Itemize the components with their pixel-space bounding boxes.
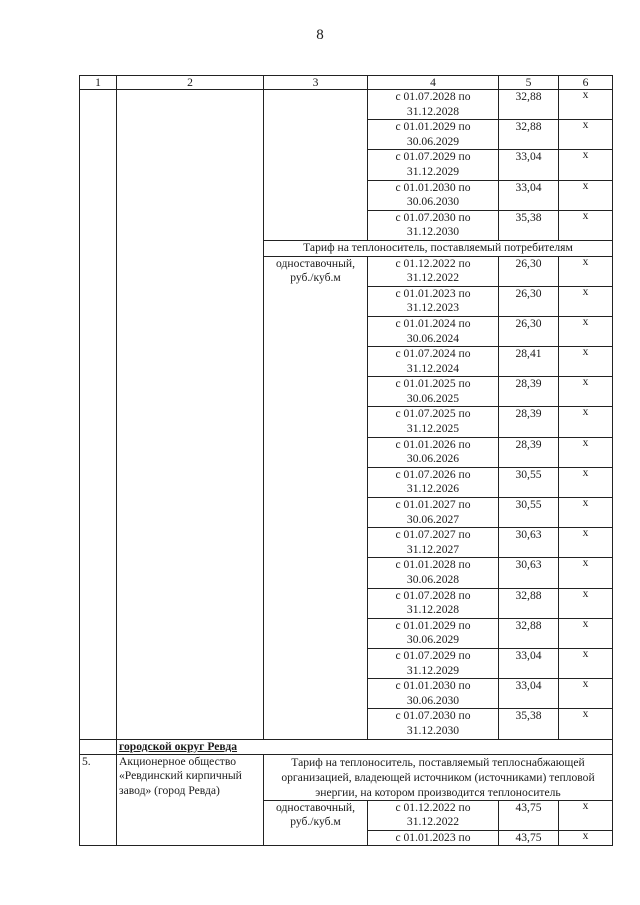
vat-mark: х: [582, 678, 589, 691]
tariff-value-cell: 30,63: [499, 528, 559, 558]
period-cell: с 01.01.2028 по 30.06.2028: [368, 558, 499, 588]
consumer-tariff-title: Тариф на теплоноситель, поставляемый потребителям: [264, 240, 613, 256]
period-cell: с 01.01.2025 по 30.06.2025: [368, 377, 499, 407]
period-cell: с 01.07.2030 по 31.12.2030: [368, 210, 499, 240]
entry-number: 5.: [80, 754, 117, 846]
column-number-cell: 2: [117, 76, 264, 90]
vat-mark-cell: [559, 679, 613, 709]
tariff-value-cell: 30,55: [499, 467, 559, 497]
vat-mark: х: [582, 89, 589, 101]
period-cell: с 01.07.2025 по 31.12.2025: [368, 407, 499, 437]
unit-cell-continued: [264, 90, 368, 241]
tariff-value-cell: 32,88: [499, 120, 559, 150]
period-cell: с 01.07.2030 по 31.12.2030: [368, 709, 499, 739]
vat-mark: х: [582, 119, 589, 132]
tariff-value-cell: 35,38: [499, 210, 559, 240]
period-cell: с 01.07.2027 по 31.12.2027: [368, 528, 499, 558]
period-cell: с 01.01.2029 по 30.06.2029: [368, 120, 499, 150]
period-cell: с 01.07.2028 по 31.12.2028: [368, 90, 499, 120]
vat-mark-cell: [559, 316, 613, 346]
vat-mark-cell: [559, 709, 613, 739]
vat-mark-cell: [559, 150, 613, 180]
column-number-cell: 5: [499, 76, 559, 90]
vat-mark-cell: [559, 210, 613, 240]
vat-mark: х: [582, 286, 589, 298]
tariff-value-cell: 43,75: [499, 800, 559, 830]
region-row: [80, 739, 613, 754]
tariff-value-cell: 26,30: [499, 256, 559, 286]
vat-mark-cell: [559, 347, 613, 377]
period-cell: с 01.07.2024 по 31.12.2024: [368, 347, 499, 377]
tariff-table: [79, 75, 613, 846]
vat-mark: х: [582, 256, 589, 268]
vat-mark: х: [582, 406, 589, 419]
column-number-cell: 4: [368, 76, 499, 90]
tariff-value-cell: 32,88: [499, 90, 559, 120]
period-cell: с 01.01.2024 по 30.06.2024: [368, 316, 499, 346]
column-number-cell: 6: [559, 76, 613, 90]
vat-mark: х: [582, 618, 589, 630]
vat-mark: х: [582, 346, 589, 359]
tariff-value-cell: 33,04: [499, 679, 559, 709]
vat-mark-cell: [559, 558, 613, 588]
vat-mark-cell: [559, 830, 613, 846]
column-number-cell: 3: [264, 76, 368, 90]
vat-mark-cell: [559, 286, 613, 316]
tariff-value-cell: 43,75: [499, 830, 559, 846]
region-label: городской округ Ревда: [117, 739, 613, 754]
vat-mark-cell: [559, 648, 613, 678]
tariff-row: [80, 90, 613, 120]
vat-mark: х: [582, 497, 589, 510]
vat-mark-cell: [559, 256, 613, 286]
period-cell: с 01.01.2023 по: [368, 830, 499, 846]
period-cell: с 01.12.2022 по 31.12.2022: [368, 800, 499, 830]
number-cell-continued: [80, 90, 117, 740]
tariff-value-cell: 28,39: [499, 407, 559, 437]
tariff-table-body: [80, 76, 613, 846]
tariff-value-cell: 26,30: [499, 316, 559, 346]
vat-mark: х: [582, 180, 589, 192]
tariff-value-cell: 28,41: [499, 347, 559, 377]
vat-mark-cell: [559, 437, 613, 467]
unit-label: одноставочный, руб./куб.м: [264, 800, 368, 846]
column-number-row: [80, 76, 613, 90]
period-cell: с 01.01.2026 по 30.06.2026: [368, 437, 499, 467]
tariff-value-cell: 35,38: [499, 709, 559, 739]
vat-mark-cell: [559, 377, 613, 407]
vat-mark: х: [582, 316, 589, 328]
period-cell: с 01.07.2028 по 31.12.2028: [368, 588, 499, 618]
vat-mark: х: [582, 557, 589, 570]
supplier-tariff-title: Тариф на теплоноситель, поставляемый теплоснабжающей организацией, владеющей источником (источниками) тепловой энергии, на котором производится теплоноситель: [264, 754, 613, 800]
tariff-value-cell: 33,04: [499, 648, 559, 678]
vat-mark-cell: [559, 180, 613, 210]
tariff-value-cell: 30,63: [499, 558, 559, 588]
period-cell: с 01.07.2026 по 31.12.2026: [368, 467, 499, 497]
vat-mark-cell: [559, 528, 613, 558]
vat-mark-cell: [559, 90, 613, 120]
entry-row: [80, 754, 613, 800]
vat-mark: х: [582, 830, 589, 842]
tariff-value-cell: 28,39: [499, 377, 559, 407]
tariff-value-cell: 33,04: [499, 150, 559, 180]
vat-mark: х: [582, 149, 589, 162]
column-number-cell: 1: [80, 76, 117, 90]
organization-name: Акционерное общество «Ревдинский кирпичный завод» (город Ревда): [117, 754, 264, 846]
vat-mark-cell: [559, 120, 613, 150]
tariff-value-cell: 28,39: [499, 437, 559, 467]
tariff-value-cell: 26,30: [499, 286, 559, 316]
organization-cell-continued: [117, 90, 264, 740]
period-cell: с 01.01.2030 по 30.06.2030: [368, 180, 499, 210]
vat-mark-cell: [559, 407, 613, 437]
vat-mark: х: [582, 437, 589, 449]
vat-mark: х: [582, 376, 589, 389]
vat-mark: х: [582, 648, 589, 660]
vat-mark: х: [582, 708, 589, 721]
period-cell: с 01.07.2029 по 31.12.2029: [368, 150, 499, 180]
period-cell: с 01.01.2029 по 30.06.2029: [368, 618, 499, 648]
vat-mark-cell: [559, 800, 613, 830]
region-number-cell: [80, 739, 117, 754]
tariff-value-cell: 32,88: [499, 588, 559, 618]
period-cell: с 01.01.2030 по 30.06.2030: [368, 679, 499, 709]
vat-mark: х: [582, 800, 589, 812]
period-cell: с 01.01.2023 по 31.12.2023: [368, 286, 499, 316]
vat-mark: х: [582, 527, 589, 540]
vat-mark: х: [582, 588, 589, 600]
period-cell: с 01.12.2022 по 31.12.2022: [368, 256, 499, 286]
period-cell: с 01.07.2029 по 31.12.2029: [368, 648, 499, 678]
period-cell: с 01.01.2027 по 30.06.2027: [368, 498, 499, 528]
vat-mark-cell: [559, 467, 613, 497]
vat-mark: х: [582, 210, 589, 222]
vat-mark-cell: [559, 498, 613, 528]
tariff-value-cell: 33,04: [499, 180, 559, 210]
page-number: 8: [316, 27, 324, 43]
vat-mark-cell: [559, 618, 613, 648]
tariff-value-cell: 32,88: [499, 618, 559, 648]
vat-mark-cell: [559, 588, 613, 618]
tariff-value-cell: 30,55: [499, 498, 559, 528]
unit-label: одноставочный, руб./куб.м: [264, 256, 368, 739]
vat-mark: х: [582, 467, 589, 479]
